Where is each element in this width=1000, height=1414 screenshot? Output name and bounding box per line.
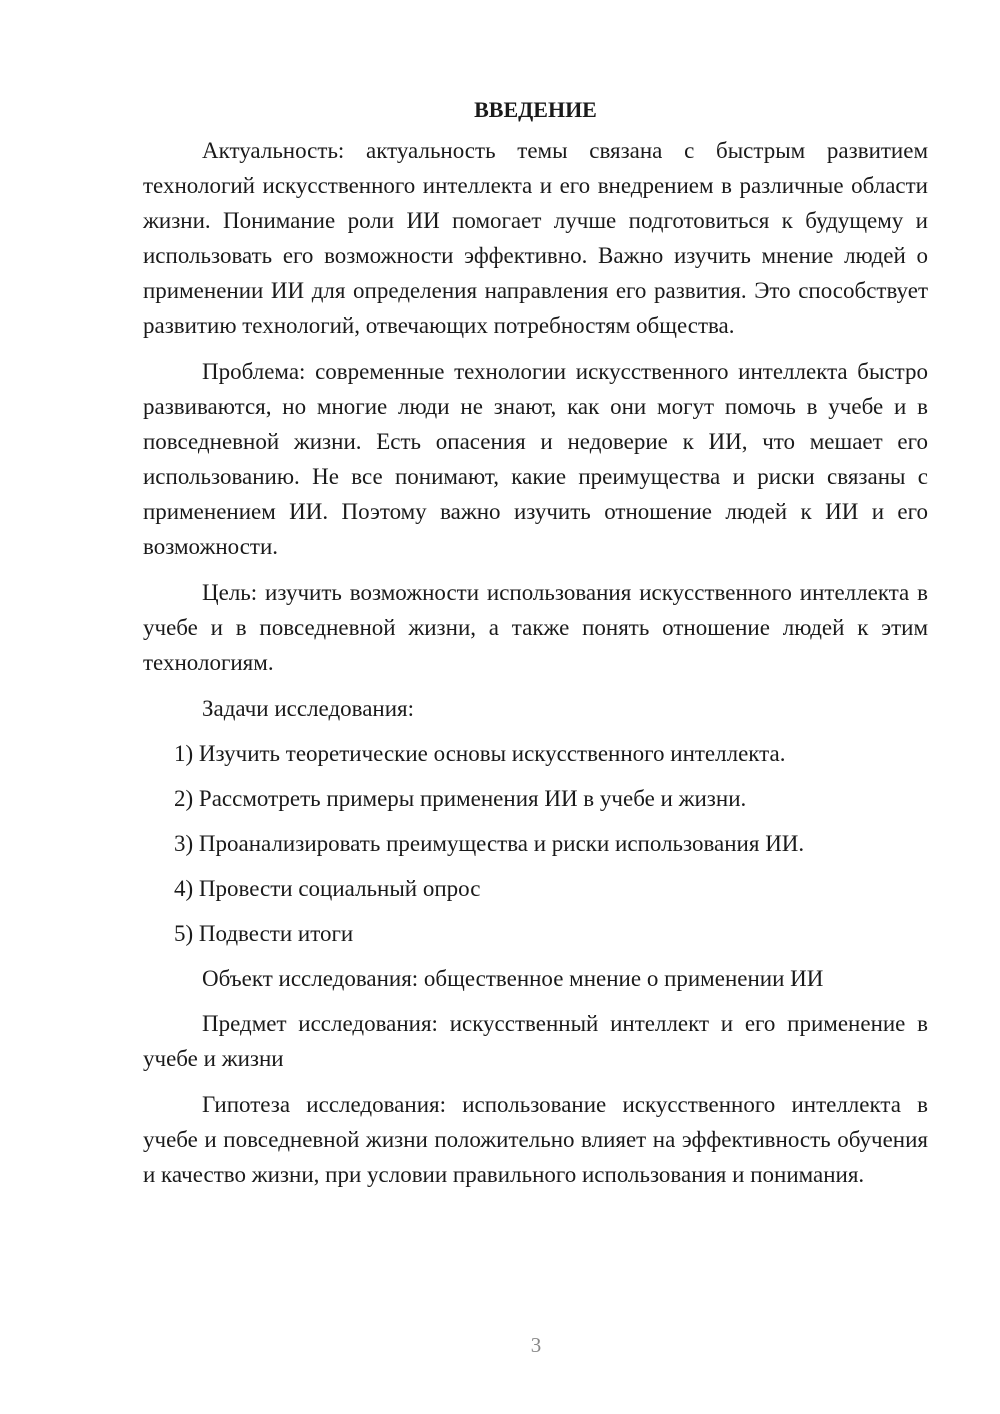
page-number: 3 [530,1333,542,1357]
section-title: ВВЕДЕНИЕ [474,97,597,122]
list-item: 1) Изучить теоретические основы искусственного интеллекта. [174,741,786,766]
list-item: 3) Проанализировать преимущества и риски использования ИИ. [174,831,805,856]
relevance-paragraph: Актуальность: актуальность темы связана с быстрым развитием технологий искусственного интеллекта и его внедрением в различные области жизни. Понимание роли ИИ помогает лучше подготовиться к будущему и использовать его возможности эффективно. Важно изучить мнение людей о применении ИИ для определения направления его развития. Это способствует развитию технологий, отвечающих потребностям общества. [143,138,928,338]
list-item: 4) Провести социальный опрос [174,876,481,901]
list-item: 5) Подвести итоги [174,921,354,946]
object-paragraph: Объект исследования: общественное мнение о применении ИИ [202,966,824,991]
tasks-list [143,736,928,951]
document-page [143,92,928,1203]
problem-paragraph: Проблема: современные технологии искусственного интеллекта быстро развиваются, но многие люди не знают, как они могут помочь в учебе и в повседневной жизни. Есть опасения и недоверие к ИИ, что мешает его использованию. Не все понимают, какие преимущества и риски связаны с применением ИИ. Поэтому важно изучить отношение людей к ИИ и его возможности. [143,359,928,559]
goal-paragraph: Цель: изучить возможности использования искусственного интеллекта в учебе и в повседневной жизни, а также понять отношение людей к этим технологиям. [143,580,928,675]
tasks-heading: Задачи исследования: [202,696,415,721]
list-item: 2) Рассмотреть примеры применения ИИ в учебе и жизни. [174,786,747,811]
hypothesis-paragraph: Гипотеза исследования: использование искусственного интеллекта в учебе и повседневной жизни положительно влияет на эффективность обучения и качество жизни, при условии правильного использования и понимания. [143,1092,928,1187]
subject-paragraph: Предмет исследования: искусственный интеллект и его применение в учебе и жизни [143,1011,928,1071]
